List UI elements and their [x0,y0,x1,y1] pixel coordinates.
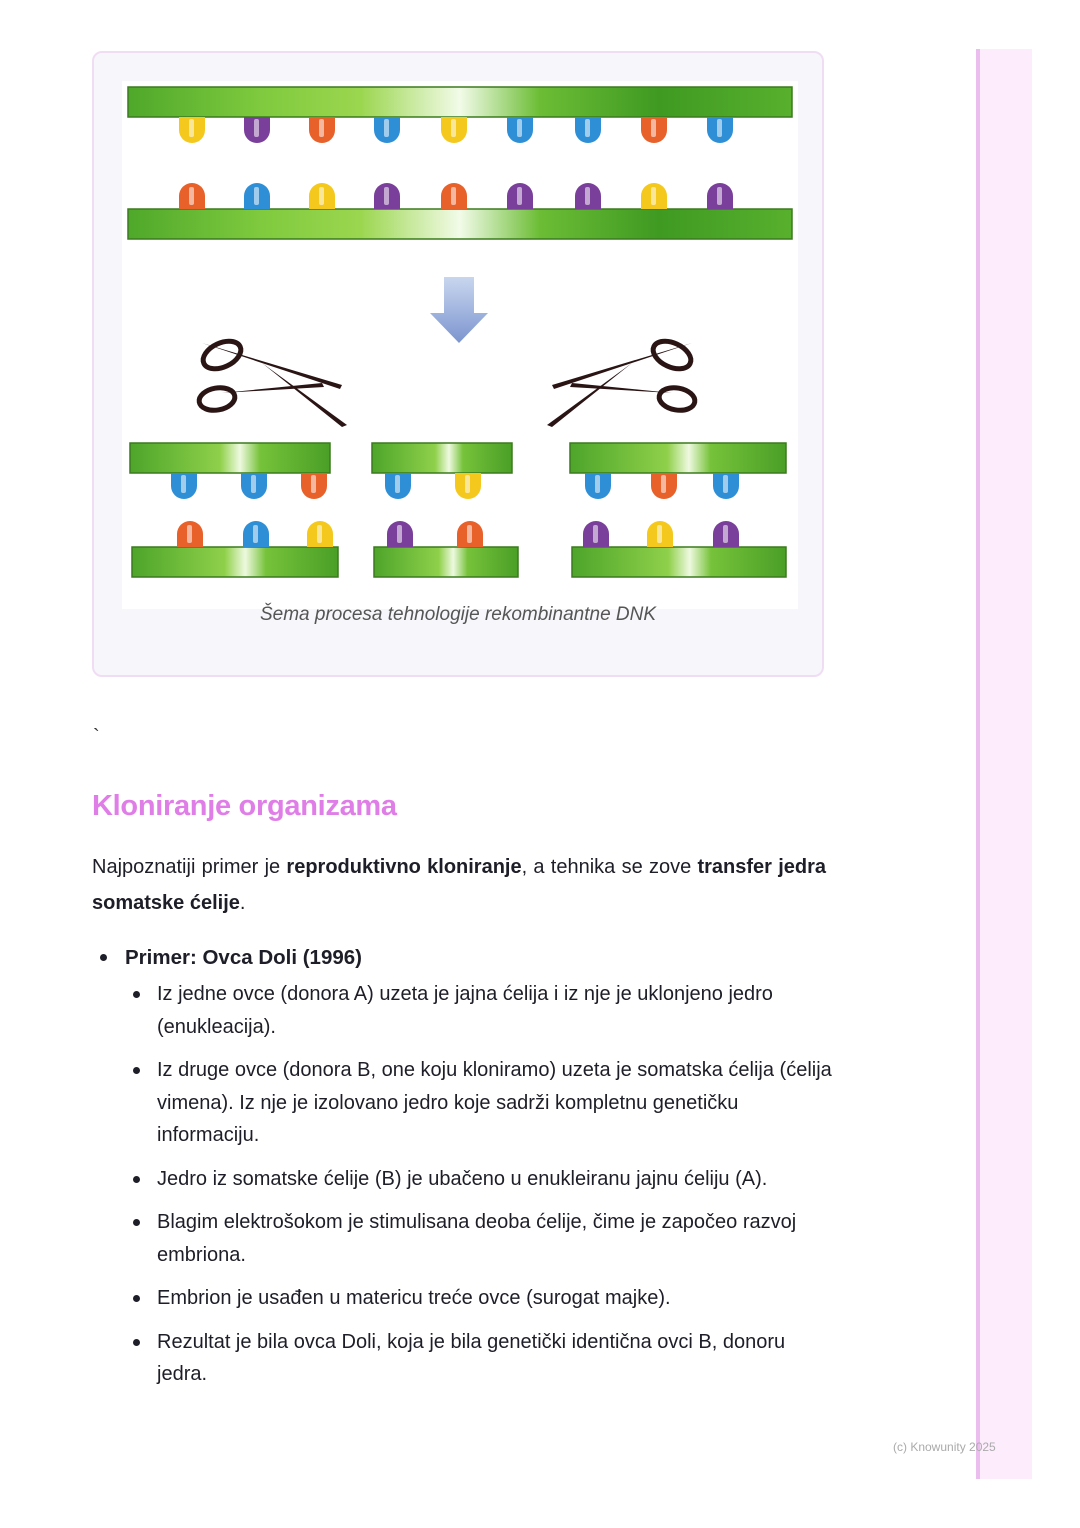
base-highlight [189,119,194,137]
figure-card [92,51,824,677]
intro-text: , a tehnika se zove [521,856,698,878]
base-highlight [319,119,324,137]
base-highlight [397,525,402,543]
section-title: Kloniranje organizama [92,790,397,822]
base-highlight [319,187,324,205]
base-highlight [181,475,186,493]
intro-text: Najpoznatiji primer je [92,856,287,878]
dna-strand [372,443,512,473]
list-heading: Primer: Ovca Doli (1996) [125,946,362,969]
intro-text: . [239,892,246,914]
figure-caption: Šema procesa tehnologije rekombinantne DNK [259,604,657,625]
base-highlight [451,119,456,137]
base-highlight [317,525,322,543]
base-highlight [651,119,656,137]
list-item-text: Embrion je usađen u matericu treće ovce (surogat majke). [157,1287,671,1309]
base-highlight [254,187,259,205]
list-item [92,1326,832,1391]
base-highlight [517,187,522,205]
list-item-text: Rezultat je bila ovca Doli, koja je bila genetički identična ovci B, donoru jedra. [157,1330,786,1385]
list-item-text: Iz jedne ovce (donora A) uzeta je jajna ćelija i iz nje je uklonjeno jedro (enukleacija). [157,983,773,1038]
base-highlight [723,525,728,543]
list-item [92,978,832,1043]
bullet-dot [100,954,107,961]
recombinant-dna-diagram [122,81,798,609]
list-item-text: Blagim elektrošokom je stimulisana deoba ćelije, čime je započeo razvoj embriona. [157,1211,797,1266]
bullet-dot [133,1339,140,1346]
dna-strand [128,209,792,239]
base-highlight [467,525,472,543]
dna-strand [572,547,786,577]
base-highlight [585,187,590,205]
dna-strand [130,443,330,473]
base-highlight [593,525,598,543]
intro-paragraph [92,849,826,921]
list-item-text: Iz druge ovce (donora B, one koju kloniramo) uzeta je somatska ćelija (ćelija vimena). Iz nje je izolovano jedro koje sadrži kompletnu genetičku informaciju. [157,1059,832,1146]
base-highlight [517,119,522,137]
list-item [92,1054,832,1152]
intro-bold-term: transfer jedra somatske ćelije [92,856,827,914]
base-highlight [465,475,470,493]
bullet-dot [133,1219,140,1226]
list-item [92,1163,832,1196]
base-highlight [585,119,590,137]
base-highlight [657,525,662,543]
base-highlight [723,475,728,493]
dna-strand [570,443,786,473]
list-heading-item [92,938,832,978]
base-highlight [251,475,256,493]
bullet-dot [133,1176,140,1183]
dna-strand [128,87,792,117]
intro-bold-term: reproduktivno kloniranje [286,856,522,878]
example-list [92,938,832,1402]
base-highlight [311,475,316,493]
right-sidebar-strip [976,49,1032,1479]
base-highlight [254,119,259,137]
list-item-text: Jedro iz somatske ćelije (B) je ubačeno u enukleiranu jajnu ćeliju (A). [157,1167,768,1190]
stray-backtick: ` [93,726,100,748]
base-highlight [651,187,656,205]
base-highlight [253,525,258,543]
bullet-dot [133,991,140,998]
base-highlight [717,119,722,137]
base-highlight [384,187,389,205]
dna-strand [132,547,338,577]
copyright-footer: (c) Knowunity 2025 [893,1440,996,1454]
base-highlight [451,187,456,205]
base-highlight [187,525,192,543]
bullet-dot [133,1067,140,1074]
base-highlight [717,187,722,205]
base-highlight [384,119,389,137]
base-highlight [595,475,600,493]
base-highlight [661,475,666,493]
bullet-dot [133,1295,140,1302]
base-highlight [395,475,400,493]
list-item [92,1282,832,1315]
list-item [92,1206,832,1271]
sub-list [92,978,832,1391]
base-highlight [189,187,194,205]
dna-strand [374,547,518,577]
